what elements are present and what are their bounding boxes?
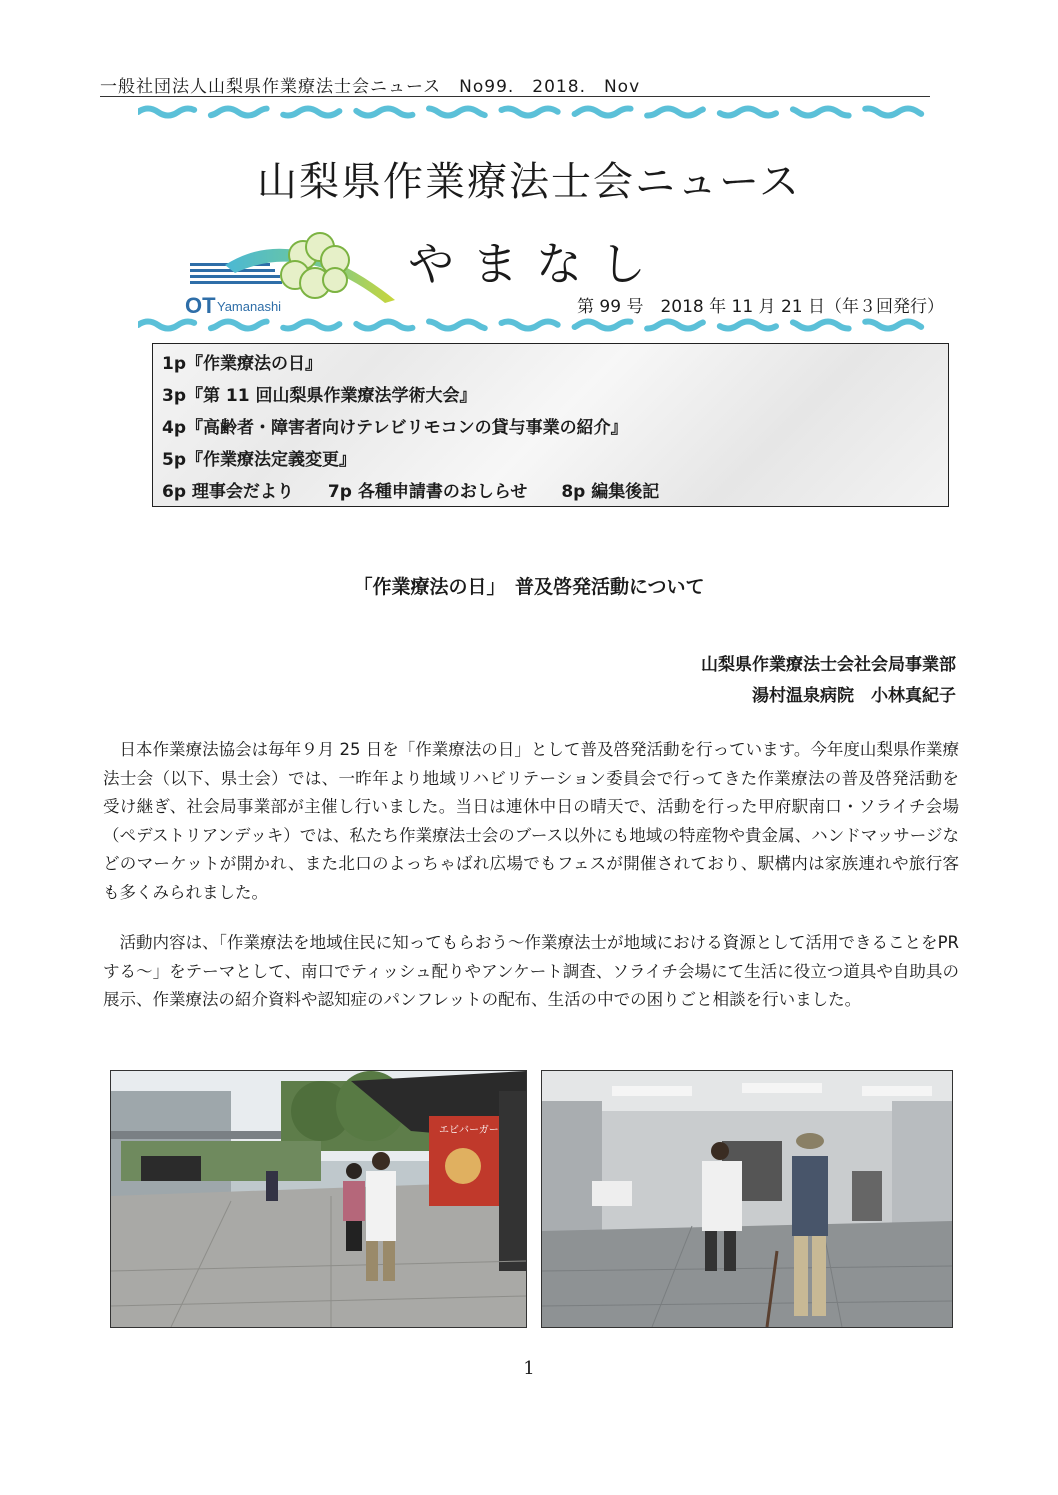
author-organization: 山梨県作業療法士会社会局事業部: [701, 655, 956, 675]
toc-item: 6p 理事会だより 7p 各種申請書のおしらせ 8p 編集後記: [162, 482, 660, 502]
article-paragraph: 日本作業療法協会は毎年９月 25 日を「作業療法の日」として普及啓発活動を行っています。今年度山梨県作業療法士会（以下、県士会）では、一昨年より地域リハビリテーション委員会で行ってきた作業療法の普及啓発活動を受け継ぎ、社会局事業部が主催し行いました。当日は連休中日の晴天で、活動を行った甲府駅南口・ソライチ会場（ペデストリアンデッキ）では、私たち作業療法士会のブース以外にも地域の特産物や貴金属、ハンドマッサージなどのマーケットが開かれ、また北口のよっちゃばれ広場でもフェスが開催されており、駅構内は家族連れや旅行客も多くみられました。: [103, 740, 959, 902]
article-title: 「作業療法の日」 普及啓発活動について: [353, 576, 705, 598]
logo-ot-text: OT: [185, 293, 216, 318]
toc-item: 1p『作業療法の日』: [162, 354, 322, 374]
top-wave-border: [138, 105, 938, 119]
restaurant-sign: エビバーガー: [439, 1125, 499, 1136]
street-scene-image: [111, 1071, 526, 1327]
header-divider: [100, 96, 930, 97]
masthead-title: 山梨県作業療法士会ニュース: [257, 159, 801, 205]
newsletter-header: 一般社団法人山梨県作業療法士会ニュース No99. 2018. Nov: [100, 77, 641, 97]
article-paragraph: 活動内容は、「作業療法を地域住民に知ってもらおう～作業療法士が地域における資源として活用できることをPRする～」をテーマとして、南口でティッシュ配りやアンケート調査、ソライチ会場にて生活に役立つ道具や自助具の展示、作業療法の紹介資料や認知症のパンフレットの配布、生活の中での困りごと相談を行いました。: [103, 933, 959, 1009]
toc-item: 5p『作業療法定義変更』: [162, 450, 356, 470]
toc-item: 3p『第 11 回山梨県作業療法学術大会』: [162, 386, 477, 406]
bottom-wave-border: [138, 318, 938, 332]
author-name: 湯村温泉病院 小林真紀子: [752, 686, 956, 706]
toc-item: 4p『高齢者・障害者向けテレビリモコンの貸与事業の紹介』: [162, 418, 628, 438]
ot-yamanashi-logo: [185, 225, 405, 320]
station-scene-image: [542, 1071, 952, 1327]
logo-name-text: Yamanashi: [217, 299, 282, 314]
photo-south-exit: [110, 1070, 527, 1328]
issue-info: 第 99 号 2018 年 11 月 21 日（年３回発行）: [577, 297, 944, 317]
masthead-subtitle: やまなし: [408, 237, 664, 291]
photo-station-concourse: [541, 1070, 953, 1328]
page-number: 1: [523, 1358, 535, 1379]
table-of-contents: [152, 343, 949, 507]
